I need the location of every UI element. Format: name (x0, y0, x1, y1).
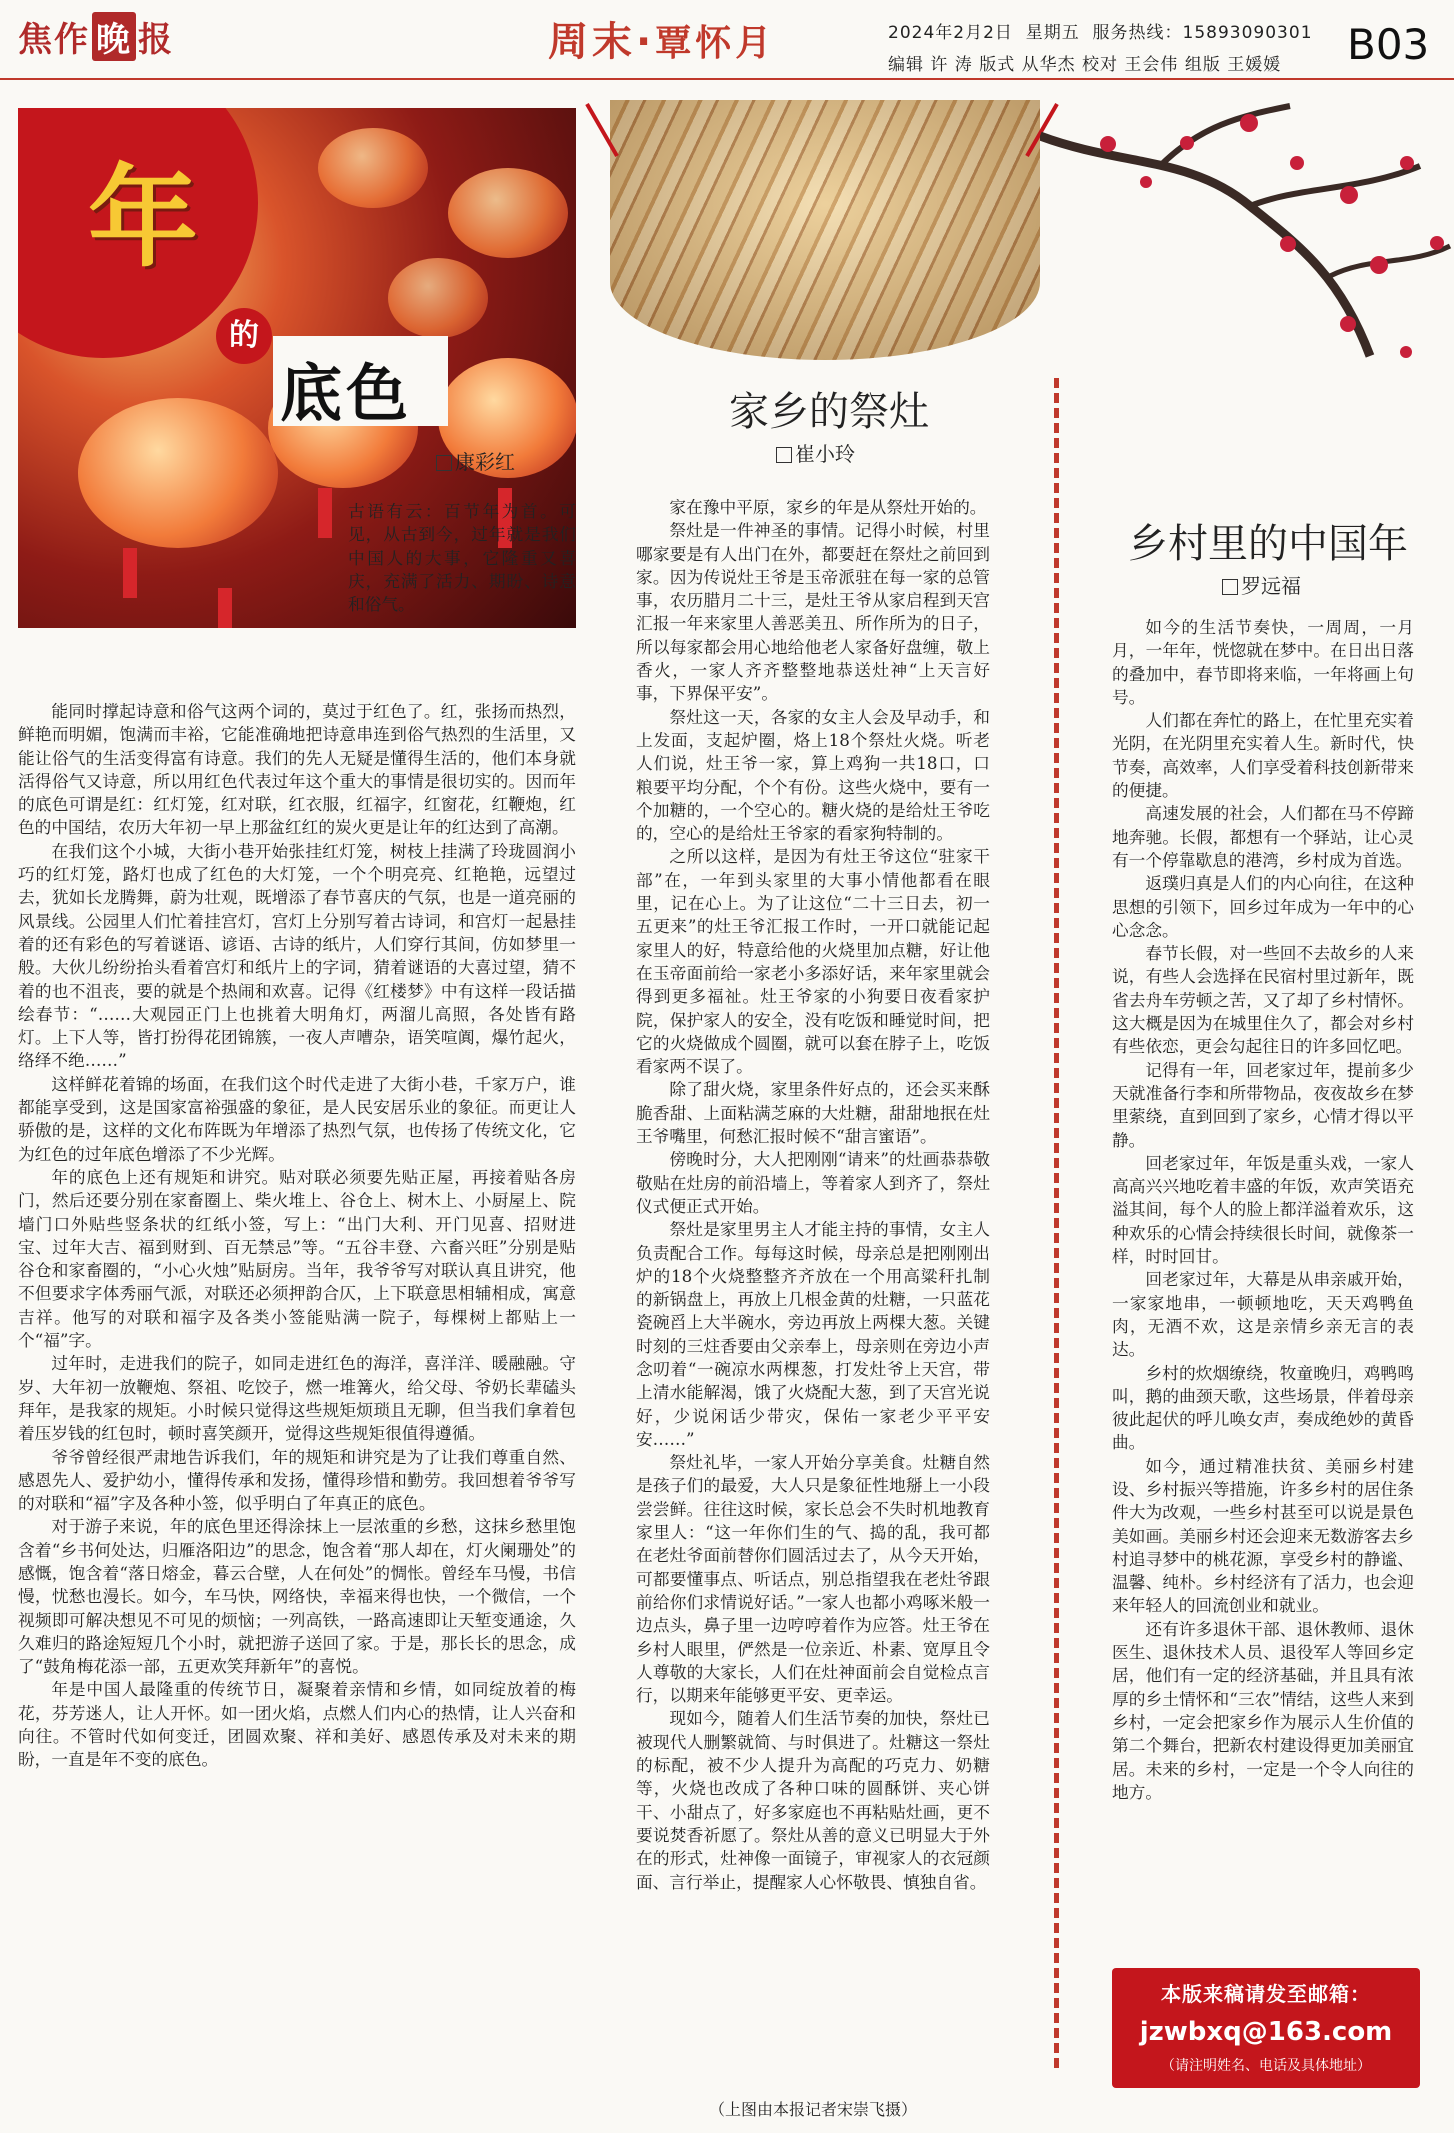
title-nian: 年 (88, 154, 198, 282)
paragraph: 能同时撑起诗意和俗气这两个词的，莫过于红色了。红，张扬而热烈，鲜艳而明媚，饱满而丰裕，它能准确地把诗意串连到俗气热烈的生活里，又能让俗气的生活变得富有诗意。我们的先人无疑是懂得生活的，他们本身就活得俗气又诗意，所以用红色代表过年这个重大的事情是很切实的。因而年的底色可谓是红：红灯笼，红对联，红衣服，红福字，红窗花，红鞭炮，红色的中国结，农历大年初一早上那盆红红的炭火更是让年的红达到了高潮。 (18, 701, 576, 838)
section-dot: · (636, 19, 656, 65)
tassel-decoration (218, 588, 232, 628)
paragraph: 高速发展的社会，人们都在马不停蹄地奔驰。长假，都想有一个驿站，让心灵有一个停靠歇息的港湾，乡村成为首选。 (1112, 803, 1414, 870)
brand-prefix: 焦作 (18, 20, 90, 60)
middle-author: 崔小玲 (795, 442, 855, 466)
fried-dough-photo (610, 100, 1040, 360)
paragraph: 之所以这样，是因为有灶王爷这位“驻家干部”在，一年到头家里的大事小情他都看在眼里，记在心上。为了让这位“二十三日去，初一五更来”的灶王爷汇报工作时，一开口就能记起家里人的好，特意给他的火烧里加点糖，好让他在玉帝面前给一家老小多添好话，来年家里就会得到更多福祉。灶王爷家的小狗要日夜看家护院，保护家人的安全，没有吃饭和睡觉时间，把它的火烧做成个圆圈，就可以套在脖子上，吃饭看家两不误了。 (636, 846, 990, 1077)
right-byline (1222, 570, 1301, 599)
paragraph: 如今的生活节奏快，一周周，一月月，一年年，恍惚就在梦中。在日出日落的叠加中，春节即将来临，一年将画上句号。 (1112, 617, 1414, 707)
lantern-decoration (78, 398, 278, 548)
paragraph: 过年时，走进我们的院子，如同走进红色的海洋，喜洋洋、暖融融。守岁、大年初一放鞭炮、祭祖、吃饺子，燃一堆篝火，给父母、爷奶长辈磕头拜年，是我家的规矩。小时候只觉得这些规矩烦琐且无聊，但当我们拿着包着压岁钱的红包时，顿时喜笑颜开，觉得这些规矩很值得遵循。 (18, 1353, 576, 1444)
tassel-decoration (123, 548, 137, 598)
paragraph: 人们都在奔忙的路上，在忙里充实着光阴，在光阴里充实着人生。新时代，快节奏，高效率，人们享受着科技创新带来的便捷。 (1112, 710, 1414, 801)
byline-box-icon (436, 455, 452, 471)
blossom-icon (1340, 186, 1358, 204)
paragraph: 回老家过年，年饭是重头戏，一家人高高兴兴地吃着丰盛的年饭，欢声笑语充溢其间，每个人的脸上都洋溢着欢乐，这种欢乐的心情会持续很长时间，就像茶一样，时时回甘。 (1112, 1152, 1414, 1267)
paragraph: 祭灶是一件神圣的事情。记得小时候，村里哪家要是有人出门在外，都要赶在祭灶之前回到家。因为传说灶王爷是玉帝派驻在每一家的总管事，农历腊月二十三，是灶王爷从家启程到天宫汇报一年来家里人善恶美丑、所作所为的日子，所以每家都会用心地给他老人家备好盘缠，敬上香火，一家人齐齐整整地恭送灶神“上天言好事，下界保平安”。 (636, 520, 990, 704)
blossom-icon (1240, 114, 1258, 132)
left-author: 康彩红 (455, 450, 515, 474)
lantern-decoration (318, 128, 428, 208)
blossom-icon (1370, 256, 1388, 274)
blossom-icon (1180, 136, 1194, 150)
blossom-icon (1140, 176, 1152, 188)
paragraph: 年是中国人最隆重的传统节日，凝聚着亲情和乡情，如同绽放着的梅花，芬芳迷人，让人开怀。如一团火焰，点燃人们内心的热情，让人兴奋和向往。不管时代如何变迁，团圆欢聚、祥和美好、感恩传承及对未来的期盼，一直是年不变的底色。 (18, 1679, 576, 1770)
blossom-icon (1430, 236, 1444, 250)
mailbox-email-link[interactable]: jzwbxq@163.com (1139, 2017, 1393, 2047)
brand-suffix: 报 (138, 20, 174, 60)
middle-body (636, 496, 990, 1894)
issue-date: 2024年2月2日 (888, 23, 1013, 43)
service-hotline: 服务热线：15893090301 (1092, 23, 1313, 43)
left-byline (436, 446, 515, 475)
newspaper-logo (18, 12, 174, 61)
paragraph: 现如今，随着人们生活节奏的加快，祭灶已被现代人删繁就简、与时俱进了。灶糖这一祭灶的标配，被不少人提升为高配的巧克力、奶糖等，火烧也改成了各种口味的圆酥饼、夹心饼干、小甜点了，好多家庭也不再粘贴灶画，更不要说焚香祈愿了。祭灶从善的意义已明显大于外在的形式，灶神像一面镜子，审视家人的衣冠颜面、言行举止，提醒家人心怀敬畏、慎独自省。 (636, 1708, 990, 1892)
photo-caption: （上图由本报记者宋崇飞摄） (708, 2100, 917, 2119)
paragraph: 如今，通过精准扶贫、美丽乡村建设、乡村振兴等措施，许多乡村的居住条件大为改观，一些乡村甚至可以说是景色美如画。美丽乡村还会迎来无数游客去乡村追寻梦中的桃花源，享受乡村的静谧、温馨、纯朴。乡村经济有了活力，也会迎来年轻人的回流创业和就业。 (1112, 1455, 1414, 1616)
paragraph: 这样鲜花着锦的场面，在我们这个时代走进了大街小巷，千家万户，谁都能享受到，这是国家富裕强盛的象征，是人民安居乐业的象征。而更让人骄傲的是，这样的文化布阵既为年增添了热烈气氛，也传扬了传统文化，它为红色的过年底色增添了不少光辉。 (18, 1073, 576, 1164)
plum-blossom-illustration (1040, 96, 1454, 396)
left-body (18, 700, 576, 1772)
paragraph: 在我们这个小城，大街小巷开始张挂红灯笼，树枝上挂满了玲珑圆润小巧的红灯笼，路灯也成了红色的大灯笼，一个个明亮亮、红艳艳，远望过去，犹如长龙腾舞，蔚为壮观，既增添了春节喜庆的气氛，也是一道亮丽的风景线。公园里人们忙着挂宫灯，宫灯上分别写着古诗词，和宫灯一起悬挂着的还有彩色的写着谜语、谚语、古诗的纸片，人们穿行其间，仿如梦里一般。大伙儿纷纷抬头看着宫灯和纸片上的字词，猜着谜语的大喜过望，猜不着的也不沮丧，要的就是个热闹和欢喜。记得《红楼梦》中有这样一段话描绘春节：“……大观园正门上也挑着大明角灯，两溜儿高照，各处皆有路灯。上下人等，皆打扮得花团锦簇，一夜人声嘈杂，语笑喧阗，爆竹起火，络绎不绝……” (18, 840, 576, 1071)
mailbox-title: 本版来稿请发至邮箱： (1161, 1982, 1371, 2006)
paragraph: 乡村的炊烟缭绕，牧童晚归，鸡鸭鸣叫，鹅的曲颈天歌，这些场景，伴着母亲彼此起伏的呼儿唤女声，奏成绝妙的黄昏曲。 (1112, 1362, 1414, 1453)
blossom-icon (1280, 236, 1296, 252)
byline-box-icon (776, 447, 792, 463)
right-author: 罗远福 (1241, 574, 1301, 598)
lantern-decoration (388, 258, 488, 338)
paragraph: 除了甜火烧，家里条件好点的，还会买来酥脆香甜、上面粘满芝麻的大灶糖，甜甜地抿在灶王爷嘴里，何愁汇报时候不“甜言蜜语”。 (636, 1079, 990, 1147)
section-title (548, 10, 775, 67)
middle-title: 家乡的祭灶 (729, 389, 929, 435)
left-article (18, 108, 576, 2100)
paragraph: 返璞归真是人们的内心向往，在这种思想的引领下，回乡过年成为一年中的心心念念。 (1112, 873, 1414, 940)
middle-byline (776, 438, 855, 467)
page-header (0, 0, 1454, 80)
blossom-icon (1400, 156, 1414, 170)
left-intro (348, 500, 576, 616)
issue-info (888, 18, 1313, 43)
right-body (1112, 616, 1414, 1804)
right-title: 乡村里的中国年 (1128, 521, 1408, 567)
paragraph: 春节长假，对一些回不去故乡的人来说，有些人会选择在民宿村里过新年，既省去舟车劳顿之苦，又了却了乡村情怀。这大概是因为在城里住久了，都会对乡村有些依恋，更会勾起往日的许多回忆吧。 (1112, 943, 1414, 1057)
blossom-icon (1400, 346, 1412, 358)
blossom-icon (1100, 136, 1116, 152)
byline-box-icon (1222, 579, 1238, 595)
paragraph: 年的底色上还有规矩和讲究。贴对联必须要先贴正屋，再接着贴各房门，然后还要分别在家畜圈上、柴火堆上、谷仓上、树木上、小厨屋上、院墙门口外贴些竖条状的红纸小签，写上：“出门大利、开门见喜、招财进宝、过年大吉、福到财到、百无禁忌”等。“五谷丰登、六畜兴旺”分别是贴谷仓和家畜圈的，“小心火烛”贴厨房。当年，我爷爷写对联认真且讲究，他不但要求字体秀丽气派，对联还必须押韵合仄，上下联意思相辅相成，寓意吉祥。他写的对联和福字及各类小签能贴满一院子，每棵树上都贴上一个“福”字。 (18, 1166, 576, 1351)
paragraph: 家在豫中平原，家乡的年是从祭灶开始的。 (669, 497, 987, 517)
paragraph: 还有许多退休干部、退休教师、退休医生、退休技术人员、退役军人等回乡定居，他们有一定的经济基础，并且具有浓厚的乡土情怀和“三农”情结，这些人来到乡村，一定会把家乡作为展示人生价值的第二个舞台，把新农村建设得更加美丽宜居。未来的乡村，一定是一个令人向往的地方。 (1112, 1618, 1414, 1802)
editor-credits: 编辑 许 涛 版式 从华杰 校对 王会伟 组版 王媛媛 (888, 55, 1282, 75)
intro-paragraph: 古语有云：百节年为首。可见，从古到今，过年就是我们中国人的大事，它隆重又喜庆，充满了活力、期盼、诗意和俗气。 (348, 501, 576, 615)
title-dise: 底色 (280, 357, 413, 430)
paragraph: 傍晚时分，大人把刚刚“请来”的灶画恭恭敬敬贴在灶房的前沿墙上，等着家人到齐了，祭灶仪式便正式开始。 (636, 1149, 990, 1216)
paragraph: 祭灶是家里男主人才能主持的事情，女主人负责配合工作。每每这时候，母亲总是把刚刚出炉的18个火烧整整齐齐放在一个用高粱秆扎制的新锅盘上，再放上几根金黄的灶糖，一只蓝花瓷碗舀上大半碗水，旁边再放上两棵大葱。关键时刻的三炷香要由父亲奉上，母亲则在旁边小声念叨着“一碗凉水两棵葱，打发灶爷上天宫，带上清水能解渴，饿了火烧配大葱，到了天宫光说好，少说闲话少带灾，保佑一家老少平平安安……” (636, 1219, 990, 1449)
section-sub: 覃怀月 (655, 23, 776, 64)
paragraph: 记得有一年，回老家过年，提前多少天就准备行李和所带物品，夜夜故乡在梦里萦绕，直到回到了家乡，心情才得以平静。 (1112, 1059, 1414, 1150)
paragraph: 对于游子来说，年的底色里还得涂抹上一层浓重的乡愁，这抹乡愁里饱含着“乡书何处达，归雁洛阳边”的思念，饱含着“那人却在，灯火阑珊处”的感慨，饱含着“落日熔金，暮云合壁，人在何处”的惆怅。曾经车马慢，书信慢，忧愁也漫长。如今，车马快，网络快，幸福来得也快，一个微信，一个视频即可解决想见不可见的烦恼；一列高铁，一路高速即让天堑变通途，久久难归的路途短短几个小时，就把游子送回了家。于是，那长长的思念，成了“鼓角梅花添一部，五更欢笑拜新年”的喜悦。 (18, 1516, 576, 1677)
column-divider (1054, 378, 1059, 2068)
issue-weekday: 星期五 (1025, 23, 1080, 43)
blossom-icon (1340, 316, 1356, 332)
photo-shade (610, 100, 1040, 360)
paragraph: 祭灶礼毕，一家人开始分享美食。灶糖自然是孩子们的最爱，大人只是象征性地掰上一小段尝尝鲜。往往这时候，家长总会不失时机地教育家里人：“这一年你们生的气、捣的乱，我可都在老灶爷面前替你们圆活过去了，从今天开始，可都要懂事点、听话点，别总指望我在老灶爷跟前给你们求情说好话。”一家人也都小鸡啄米般一边点头，鼻子里一边哼哼着作为应答。灶王爷在乡村人眼里，俨然是一位亲近、朴素、宽厚且令人尊敬的大家长，人们在灶神面前会自觉检点言行，以期来年能够更平安、更幸运。 (636, 1452, 990, 1706)
section-main: 周末 (548, 19, 636, 65)
lantern-decoration (448, 168, 568, 258)
paragraph: 祭灶这一天，各家的女主人会及早动手，和上发面，支起炉圈，烙上18个祭灶火烧。听老人们说，灶王爷一家，算上鸡狗一共18口，口粮要平均分配，个个有份。这些火烧中，要有一个加糖的，一个空心的。糖火烧的是给灶王爷吃的，空心的是给灶王爷家的看家狗特制的。 (636, 706, 990, 844)
blossom-icon (1290, 156, 1304, 170)
tassel-decoration (318, 488, 332, 538)
paragraph: 爷爷曾经很严肃地告诉我们，年的规矩和讲究是为了让我们尊重自然、感恩先人、爱护幼小，懂得传承和发扬，懂得珍惜和勤劳。我回想着爷爷写的对联和“福”字及各种小签，似乎明白了年真正的底色。 (18, 1446, 576, 1514)
page-number: B03 (1347, 20, 1430, 69)
submission-mailbox-box (1112, 1968, 1420, 2088)
brand-stamp: 晚 (92, 12, 136, 61)
mailbox-note: （请注明姓名、电话及具体地址） (1161, 2058, 1371, 2074)
paragraph: 回老家过年，大幕是从串亲戚开始，一家家地串，一顿顿地吃，天天鸡鸭鱼肉，无酒不欢，这是亲情乡亲无言的表达。 (1112, 1269, 1414, 1360)
title-de: 的 (216, 308, 272, 364)
